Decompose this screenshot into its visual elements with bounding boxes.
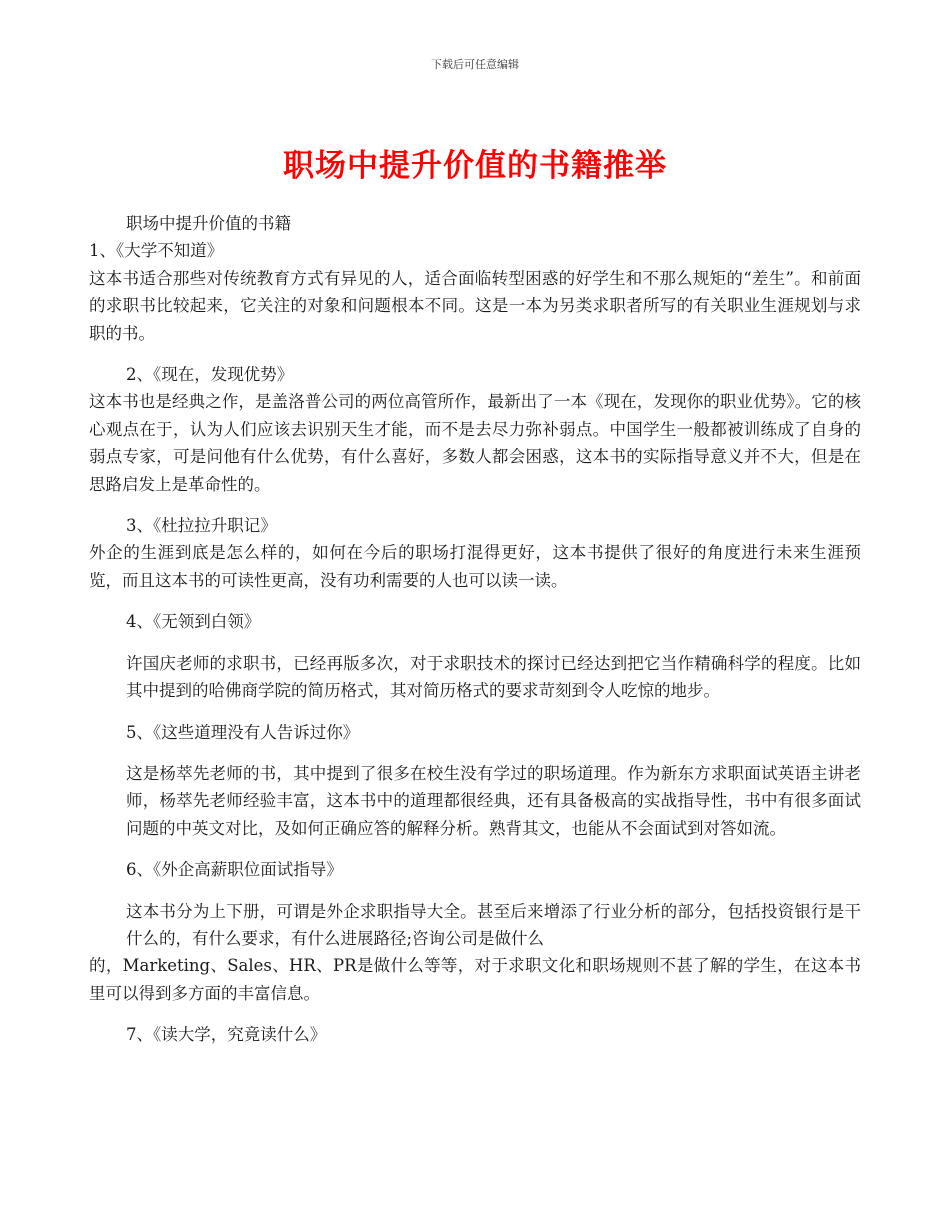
book-6-paragraph-b: 的，Marketing、Sales、HR、PR是做什么等等，对于求职文化和职场规则不甚了解的学生，在这本书里可以得到多方面的丰富信息。: [89, 956, 861, 1003]
intro-line: 职场中提升价值的书籍: [126, 214, 291, 233]
book-6-paragraph-a: 这本书分为上下册，可谓是外企求职指导大全。甚至后来增添了行业分析的部分，包括投资银行是干什么的，有什么要求，有什么进展路径;咨询公司是做什么: [126, 901, 861, 948]
document-title: 职场中提升价值的书籍推举: [283, 148, 667, 184]
book-2-heading: 2、《现在，发现优势》: [126, 365, 294, 385]
book-3-heading: 3、《杜拉拉升职记》: [126, 516, 277, 536]
book-4-heading: 4、《无领到白领》: [126, 612, 261, 632]
book-5-paragraph: 这是杨萃先老师的书，其中提到了很多在校生没有学过的职场道理。作为新东方求职面试英语主讲老师，杨萃先老师经验丰富，这本书中的道理都很经典，还有具备极高的实战指导性，书中有很多面试问题的中英文对比，及如何正确应答的解释分析。熟背其文，也能从不会面试到对答如流。: [126, 763, 861, 838]
book-4-paragraph: 许国庆老师的求职书，已经再版多次，对于求职技术的探讨已经达到把它当作精确科学的程度。比如其中提到的哈佛商学院的简历格式，其对简历格式的要求苛刻到令人吃惊的地步。: [126, 653, 861, 701]
document-body: [89, 210, 861, 1049]
book-6-heading: 6、《外企高薪职位面试指导》: [126, 860, 343, 880]
book-5-heading: 5、《这些道理没有人告诉过你》: [126, 722, 360, 742]
book-1-heading: 1、《大学不知道》: [89, 241, 224, 261]
book-3-paragraph: 外企的生涯到底是怎么样的，如何在今后的职场打混得更好，这本书提供了很好的角度进行未来生涯预览，而且这本书的可读性更高，没有功利需要的人也可以读一读。: [89, 543, 861, 590]
book-2-paragraph: 这本书也是经典之作，是盖洛普公司的两位高管所作，最新出了一本《现在，发现你的职业优势》。它的核心观点在于，认为人们应该去识别天生才能，而不是去尽力弥补弱点。中国学生一般都被训练成了自身的弱点专家，可是问他有什么优势，有什么喜好，多数人都会困惑，这本书的实际指导意义并不大，但是在思路启发上是革命性的。: [89, 392, 861, 494]
book-7-heading: 7、《读大学，究竟读什么》: [126, 1025, 327, 1045]
header-note: 下载后可任意编辑: [431, 58, 519, 71]
book-1-paragraph: 这本书适合那些对传统教育方式有异见的人，适合面临转型困惑的好学生和不那么规矩的“差生”。和前面的求职书比较起来，它关注的对象和问题根本不同。这是一本为另类求职者所写的有关职业生涯规划与求职的书。: [89, 268, 861, 343]
